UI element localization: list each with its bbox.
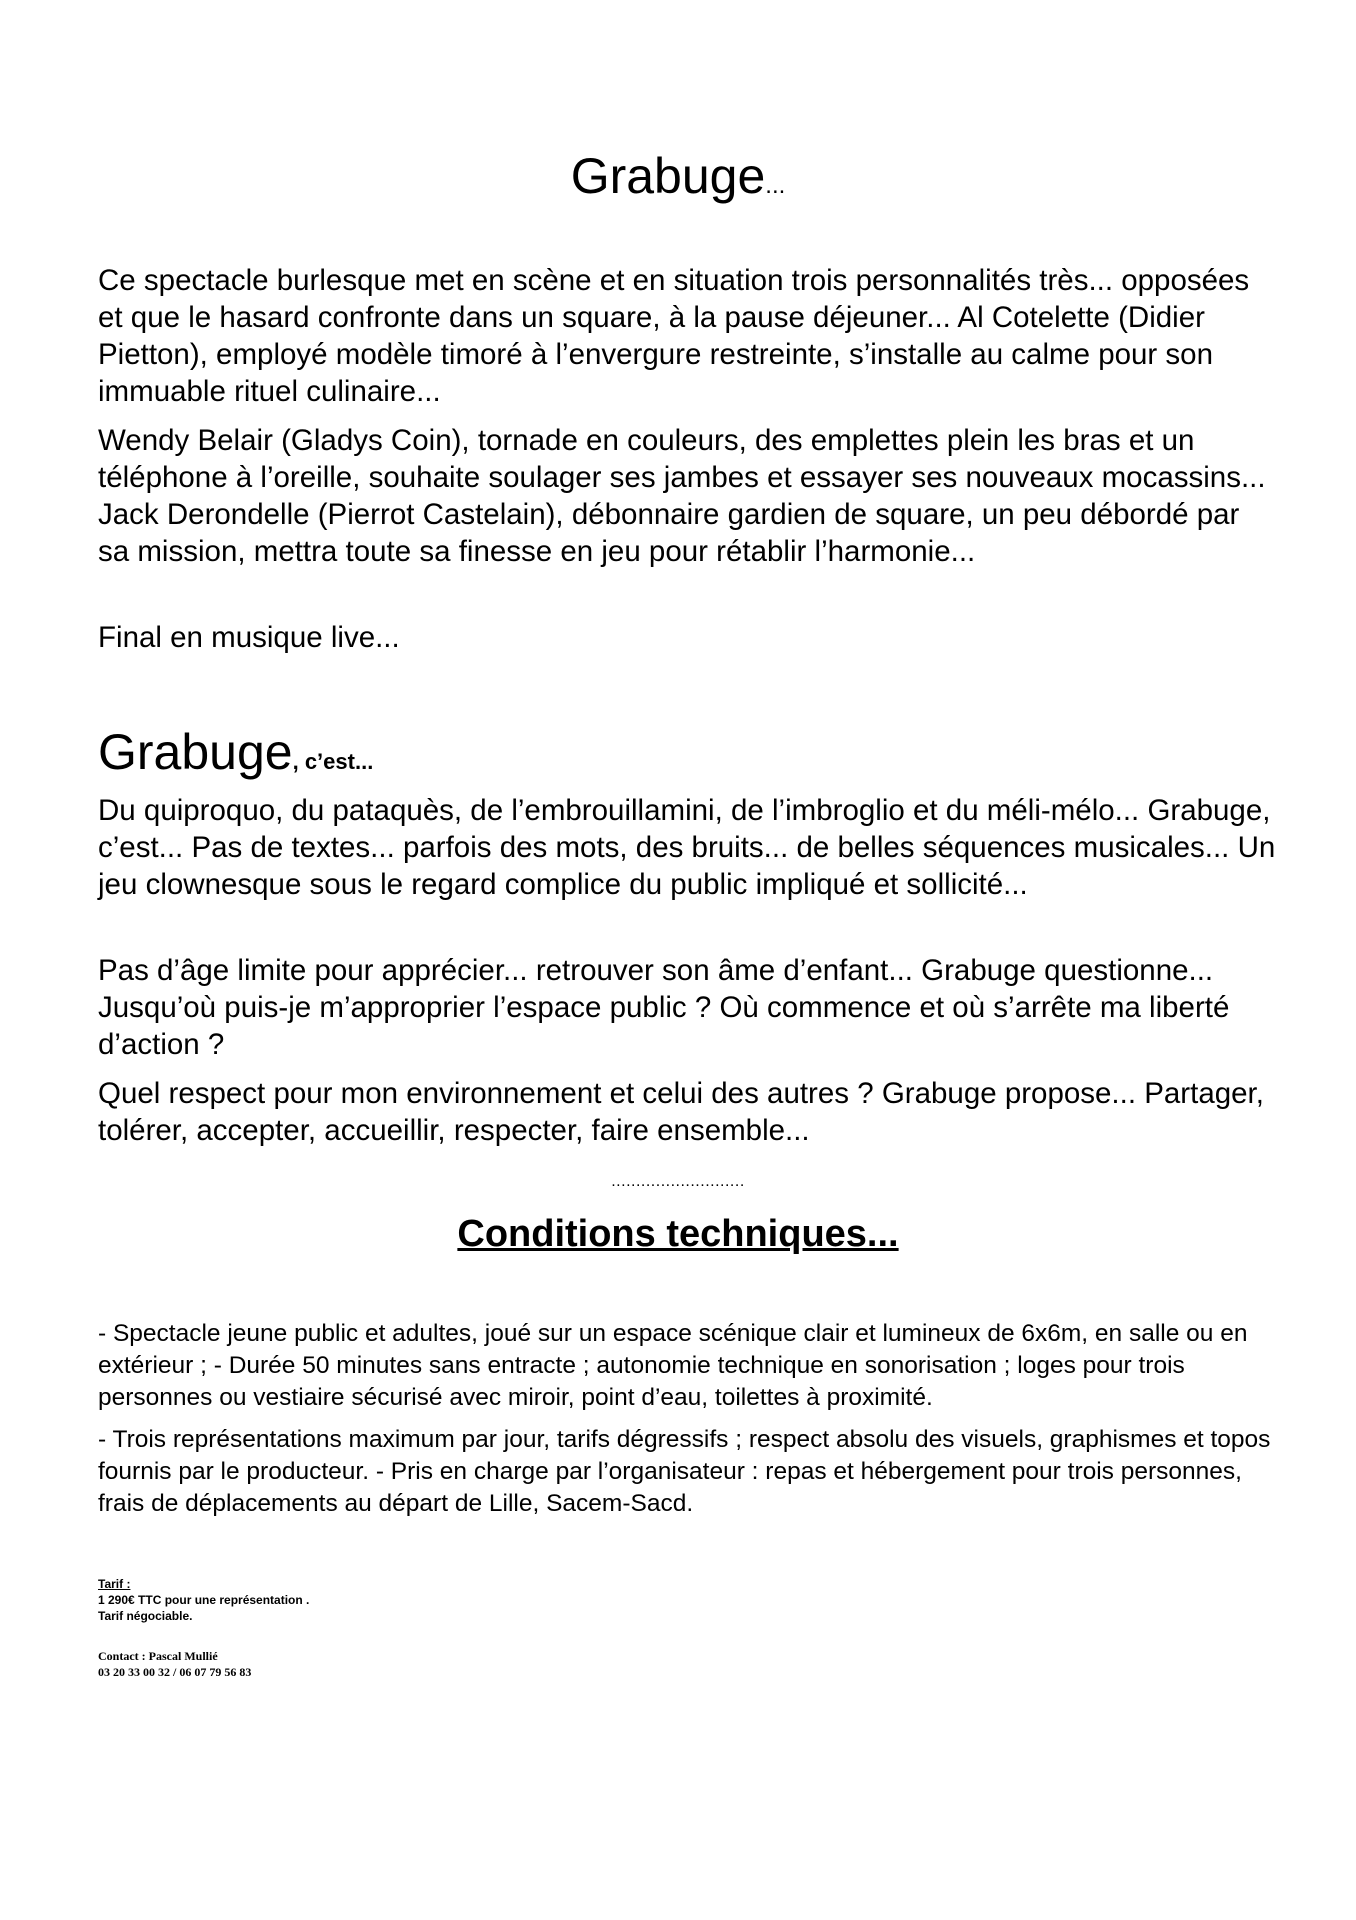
title-suffix: ... (765, 172, 786, 199)
title-main: Grabuge (570, 148, 766, 204)
intro-paragraph-1: Ce spectacle burlesque met en scène et en situation trois personnalités très... opposées et que le hasard confronte dans un square, à la pause déjeuner... Al Cotelette (Didier Pietton), employé modèle timoré à l’envergure restreinte, s’installe au calme pour son immuable rituel culinaire... (98, 264, 1250, 408)
section-paragraph-1: Du quiproquo, du pataquès, de l’embrouillamini, de l’imbroglio et du méli-mélo... Grabuge, c’est... Pas de textes... parfois des mots, des bruits... de belles séquences musicales... Un jeu clownesque sous le regard complice du public impliqué et sollicité... (98, 794, 1276, 901)
intro-paragraph-3: Final en musique live... (98, 621, 400, 654)
contact-block (98, 1648, 251, 1680)
contact-phones: 03 20 33 00 32 / 06 07 79 56 83 (98, 1665, 252, 1679)
tarif-note: Tarif négociable. (98, 1609, 193, 1623)
tarif-price: 1 290€ TTC pour une représentation . (98, 1593, 310, 1607)
conditions-heading: Conditions techniques... (457, 1213, 899, 1255)
tarif-block (98, 1576, 309, 1624)
page-title (0, 148, 1356, 214)
contact-label: Contact : Pascal Mullié (98, 1649, 218, 1663)
section-heading-suffix: , c’est... (292, 749, 374, 774)
tarif-label: Tarif : (98, 1577, 131, 1591)
section-paragraph-2: Pas d’âge limite pour apprécier... retrouver son âme d’enfant... Grabuge questionne... Jusqu’où puis-je m’approprier l’espace public ? Où commence et où s’arrête ma liberté d’action ? (98, 954, 1230, 1061)
section-paragraph-3: Quel respect pour mon environnement et celui des autres ? Grabuge propose... Partager, tolérer, accepter, accueillir, respecter, faire ensemble... (98, 1077, 1264, 1147)
conditions-paragraph-2: - Trois représentations maximum par jour, tarifs dégressifs ; respect absolu des visuels, graphismes et topos fournis par le producteur. - Pris en charge par l’organisateur : repas et hébergement pour trois personnes, frais de déplacements au départ de Lille, Sacem-Sacd. (98, 1426, 1271, 1517)
section-heading-main: Grabuge (98, 724, 293, 780)
section-heading (98, 724, 373, 790)
conditions-paragraph-1: - Spectacle jeune public et adultes, joué sur un espace scénique clair et lumineux de 6x6m, en salle ou en extérieur ; - Durée 50 minutes sans entracte ; autonomie technique en sonorisation ; loges pour trois personnes ou vestiaire sécurisé avec miroir, point d’eau, toilettes à proximité. (98, 1320, 1248, 1411)
separator: ........................... (611, 1173, 745, 1190)
intro-paragraph-2: Wendy Belair (Gladys Coin), tornade en couleurs, des emplettes plein les bras et un téléphone à l’oreille, souhaite soulager ses jambes et essayer ses nouveaux mocassins... Jack Derondelle (Pierrot Castelain), débonnaire gardien de square, un peu débordé par sa mission, mettra toute sa finesse en jeu pour rétablir l’harmonie... (98, 424, 1266, 568)
